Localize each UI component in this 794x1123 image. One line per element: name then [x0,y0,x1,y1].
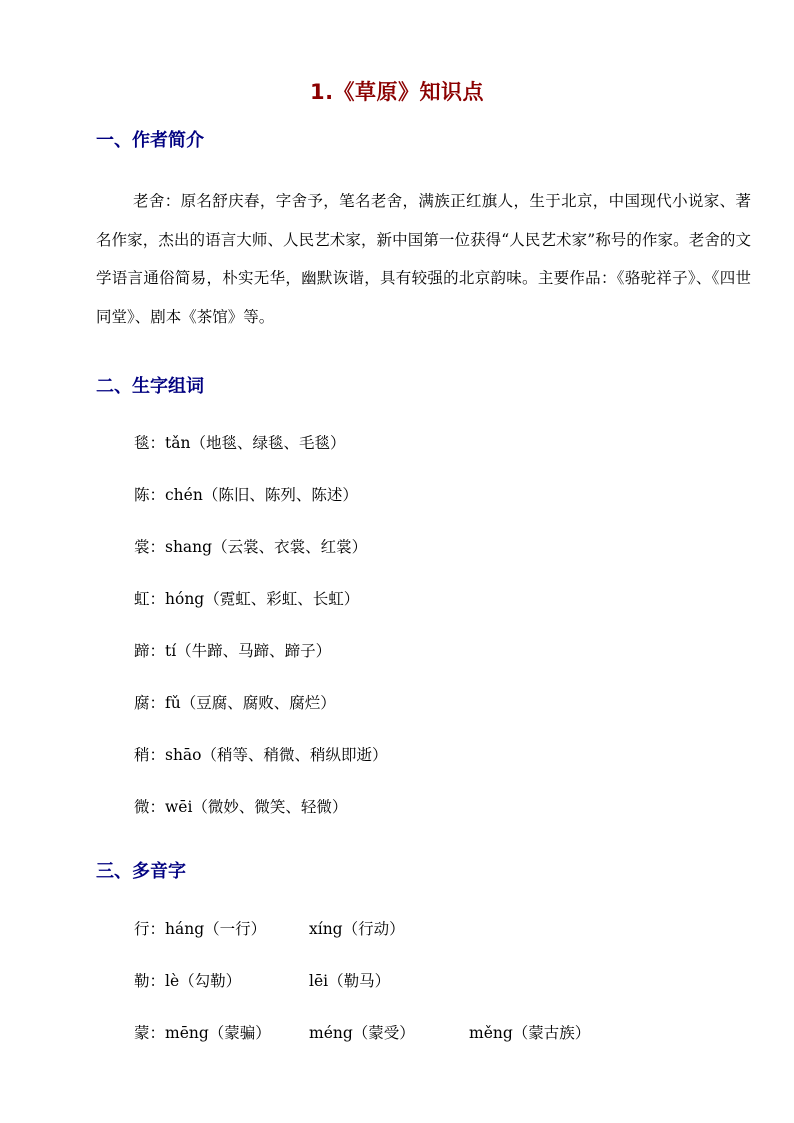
polyphone-reading: 勒：lè（勾勒） [134,972,242,990]
polyphone-reading: 蒙：mēng（蒙骗） [134,1024,271,1042]
vocab-item: 腐：fǔ（豆腐、腐败、腐烂） [134,694,336,712]
polyphone-reading: xíng（行动） [309,920,405,938]
section-heading-polyphones: 三、多音字 [96,861,186,882]
vocab-item: 虹：hóng（霓虹、彩虹、长虹） [134,590,360,608]
vocab-item: 毯：tǎn（地毯、绿毯、毛毯） [134,434,346,452]
section-heading-author: 一、作者简介 [96,130,204,151]
polyphone-row [134,968,469,994]
section-heading-vocab: 二、生字组词 [96,376,204,397]
vocab-item: 稍：shāo（稍等、稍微、稍纵即逝） [134,746,388,764]
polyphone-row [134,916,469,942]
polyphone-reading: méng（蒙受） [309,1024,415,1042]
polyphone-reading: 行：háng（一行） [134,920,267,938]
vocab-item: 裳：shang（云裳、衣裳、红裳） [134,538,368,556]
polyphone-reading: lēi（勒马） [309,972,391,990]
vocab-item: 陈：chén（陈旧、陈列、陈述） [134,486,358,504]
vocab-item: 微：wēi（微妙、微笑、轻微） [134,798,348,816]
author-intro-paragraph: 老舍：原名舒庆春，字舍予，笔名老舍，满族正红旗人，生于北京，中国现代小说家、著名作家，杰出的语言大师、人民艺术家，新中国第一位获得“人民艺术家”称号的作家。老舍的文学语言通俗简易，朴实无华，幽默诙谐，具有较强的北京韵味。主要作品：《骆驼祥子》、《四世同堂》、剧本《茶馆》等。 [96,192,751,326]
polyphone-row [134,1020,590,1046]
document-title: 1.《草原》知识点 [309,80,485,105]
polyphone-reading: měng（蒙古族） [469,1024,591,1042]
vocab-item: 蹄：tí（牛蹄、马蹄、蹄子） [134,642,332,660]
